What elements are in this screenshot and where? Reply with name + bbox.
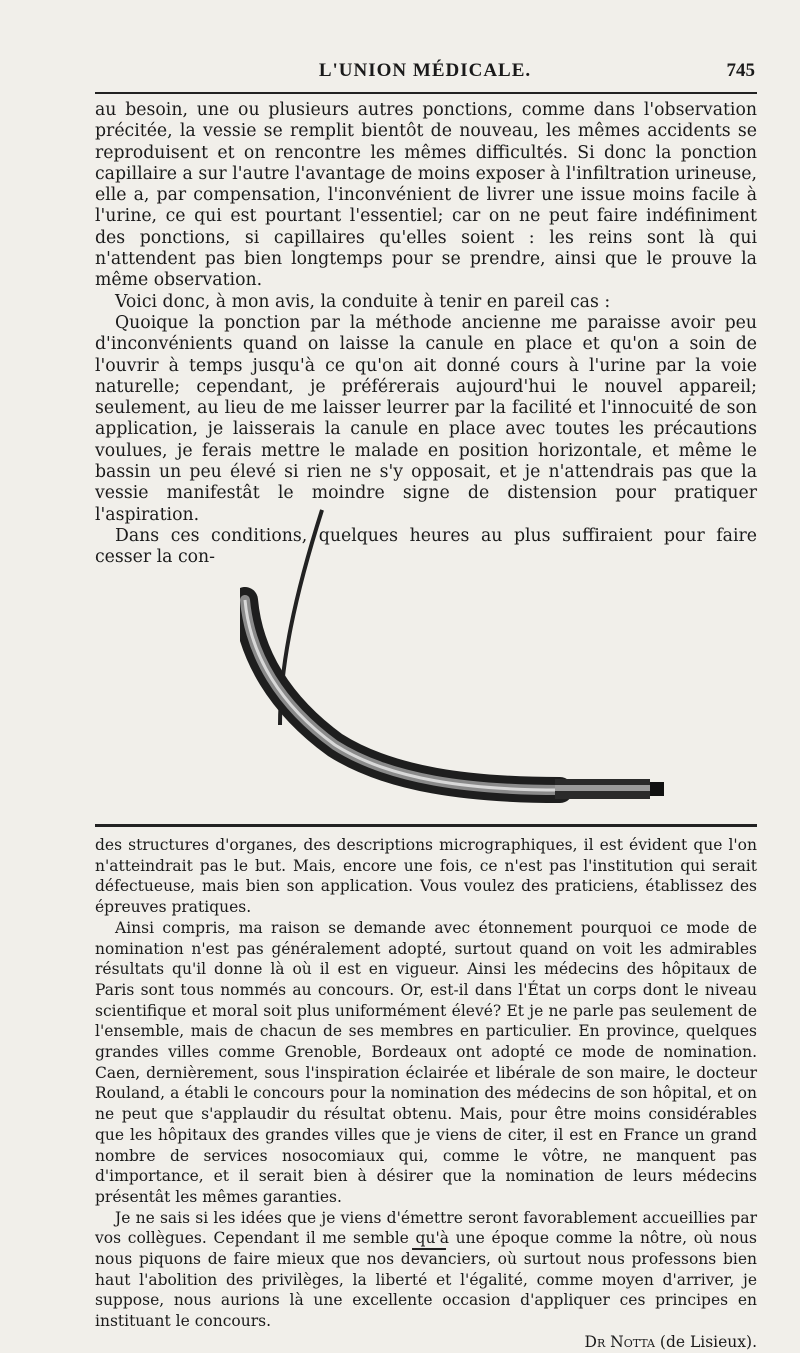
paragraph: des structures d'organes, des descriptions micrographiques, il est évident que l'on n'atteindrait pas le but. Mais, encore une fois, ce n'est pas l'institution qui serait défectueuse, mais bien son application. Vous voulez des praticiens, établissez des épreuves pratiques.	[95, 836, 757, 917]
page-number: 745	[726, 60, 755, 81]
paragraph: Dans ces conditions, quelques heures au plus suffiraient pour faire cesser la con-	[95, 525, 757, 568]
article-upper-column	[95, 100, 757, 569]
author-signature	[95, 1332, 757, 1353]
paragraph: Je ne sais si les idées que je viens d'émettre seront favorablement accueillies par vos collègues. Cependant il me semble qu'à une époque comme la nôtre, où nous nous piquons de faire mieux que nos devanciers, où surtout nous professons bien haut l'abolition des privilèges, la liberté et l'égalité, comme moyen d'arriver, je suppose, nous aurions là une excellente occasion d'appliquer ces principes en instituant le concours.	[95, 1208, 757, 1331]
author-place: (de Lisieux).	[659, 1332, 757, 1351]
paragraph: Quoique la ponction par la méthode ancienne me paraisse avoir peu d'inconvénients quand on laisse la canule en place et qu'on a soin de l'ouvrir à temps jusqu'à ce qu'on ait donné cours à l'urine par la voie naturelle; cependant, je préférerais aujourd'hui le nouvel appareil; seulement, au lieu de me laisser leurrer par la facilité et l'innocuité de son application, je laisserais la canule en place avec toutes les précautions voulues, je ferais mettre le malade en position horizontale, et même le bassin un peu élevé si rien ne s'y opposait, et je n'attendrais pas que la vessie manifestât le moindre signe de distension pour pratiquer l'aspiration.	[95, 312, 757, 525]
article-lower-column	[95, 835, 757, 1353]
running-header	[95, 60, 755, 84]
paragraph: au besoin, une ou plusieurs autres ponctions, comme dans l'observation précitée, la vessie se remplit bientôt de nouveau, les mêmes accidents se reproduisent et on rencontre les mêmes difficultés. Si donc la ponction capillaire a sur l'autre l'avantage de moins exposer à l'infiltration urineuse, elle a, par compensation, l'inconvénient de livrer une issue moins facile à l'urine, ce qui est pourtant l'essentiel; car on ne peut faire indéfiniment des ponctions, si capillaires qu'elles soient : les reins sont là qui n'attendent pas bien longtemps pour se prendre, ainsi que le prouve la même observation.	[95, 100, 757, 291]
author-name: Dr Notta	[584, 1332, 655, 1351]
paragraph: Voici donc, à mon avis, la conduite à tenir en pareil cas :	[115, 291, 611, 312]
journal-title: L'UNION MÉDICALE.	[318, 60, 532, 81]
footer-rule	[412, 1248, 446, 1250]
paragraph: Ainsi compris, ma raison se demande avec étonnement pourquoi ce mode de nomination n'est pas généralement adopté, surtout quand on voit les admirables résultats qu'il donne là où il est en vigueur. Ainsi les médecins des hôpitaux de Paris sont tous nommés au concours. Or, est-il dans l'État un corps dont le niveau scientifique et moral soit plus uniformément élevé? Et je ne parle pas seulement de l'ensemble, mais de chacun de ses membres en particulier. En province, quelques grandes villes comme Grenoble, Bordeaux ont adopté ce mode de nomination. Caen, dernièrement, sous l'inspiration éclairée et libérale de son maire, le docteur Rouland, a établi le concours pour la nomination des médecins de son hôpital, et on ne peut que s'applaudir du résultat obtenu. Mais, pour être moins considérables que les hôpitaux des grandes villes que je viens de citer, il est en France un grand nombre de services nosocomiaux qui, comme le vôtre, ne manquent pas d'importance, et il serait bien à désirer que la nomination de leurs médecins présentât les mêmes garanties.	[95, 918, 757, 1206]
curved-trocar-icon	[240, 505, 680, 815]
header-rule	[95, 92, 757, 94]
trocar-illustration	[240, 505, 680, 815]
section-rule	[95, 824, 757, 827]
